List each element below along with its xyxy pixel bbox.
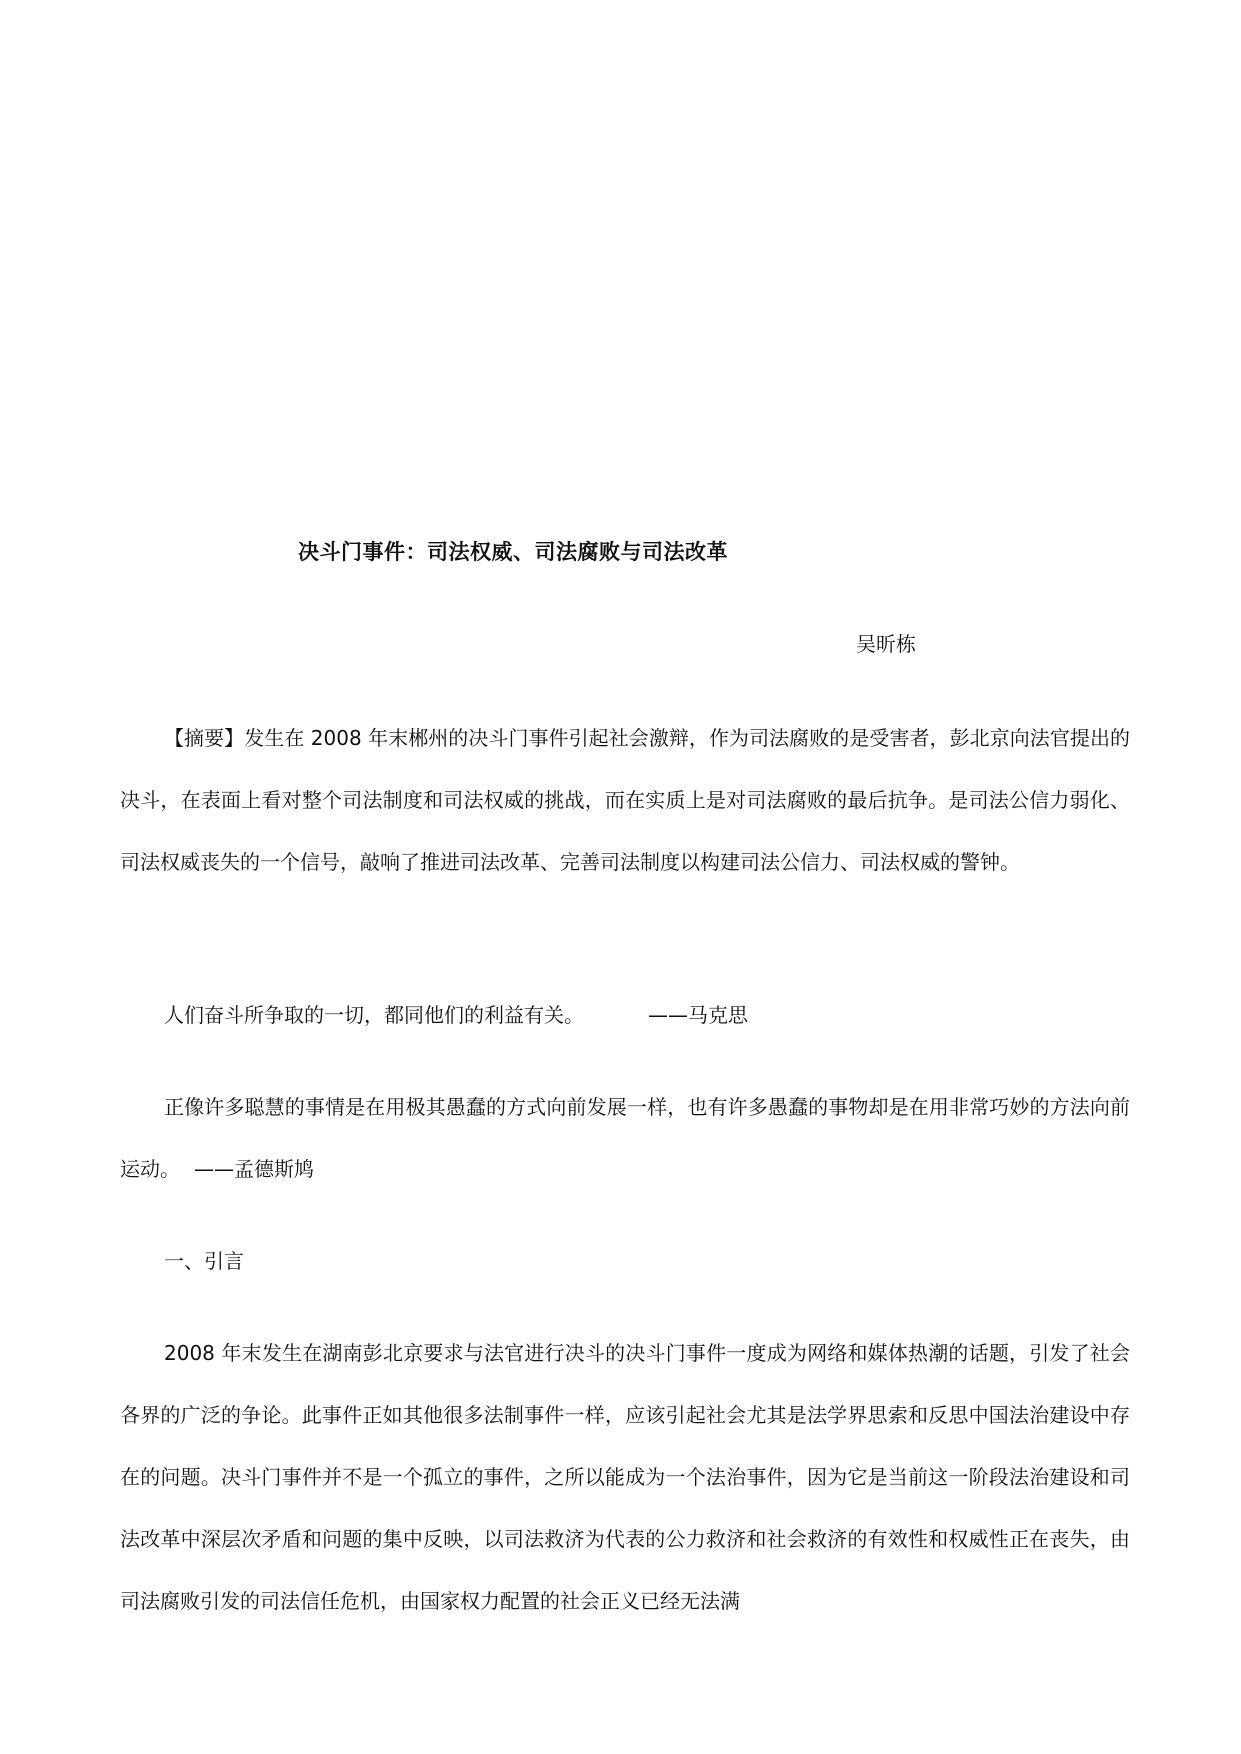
- epigraph-1-attribution: ——马克思: [648, 1003, 748, 1027]
- epigraph-2: [120, 1076, 1130, 1200]
- epigraph-1-text: 人们奋斗所争取的一切，都同他们的利益有关。: [164, 1003, 584, 1027]
- document-title: 决斗门事件：司法权威、司法腐败与司法改革: [298, 540, 728, 564]
- section-heading: 一、引言: [164, 1249, 244, 1273]
- abstract-paragraph: [120, 707, 1130, 893]
- epigraph-1: [120, 984, 1130, 1046]
- abstract-text: 发生在 2008 年末郴州的决斗门事件引起社会激辩，作为司法腐败的是受害者，彭北京向法官提出的决斗，在表面上看对整个司法制度和司法权威的挑战，而在实质上是对司法腐败的最后抗争。是司法公信力弱化、司法权威丧失的一个信号，敲响了推进司法改革、完善司法制度以构建司法公信力、司法权威的警钟。: [120, 726, 1130, 874]
- document-author: 吴昕栋: [856, 632, 916, 656]
- epigraph-2-attribution: ——孟德斯鸠: [194, 1157, 314, 1181]
- abstract-label: 【摘要】: [164, 726, 245, 750]
- epigraph-2-text: 正像许多聪慧的事情是在用极其愚蠢的方式向前发展一样，也有许多愚蠢的事物却是在用非常巧妙的方法向前运动。: [120, 1095, 1130, 1181]
- intro-paragraph: 2008 年末发生在湖南彭北京要求与法官进行决斗的决斗门事件一度成为网络和媒体热潮的话题，引发了社会各界的广泛的争论。此事件正如其他很多法制事件一样，应该引起社会尤其是法学界思索和反思中国法治建设中存在的问题。决斗门事件并不是一个孤立的事件，之所以能成为一个法治事件，因为它是当前这一阶段法治建设和司法改革中深层次矛盾和问题的集中反映，以司法救济为代表的公力救济和社会救济的有效性和权威性正在丧失，由司法腐败引发的司法信任危机，由国家权力配置的社会正义已经无法满: [120, 1341, 1130, 1613]
